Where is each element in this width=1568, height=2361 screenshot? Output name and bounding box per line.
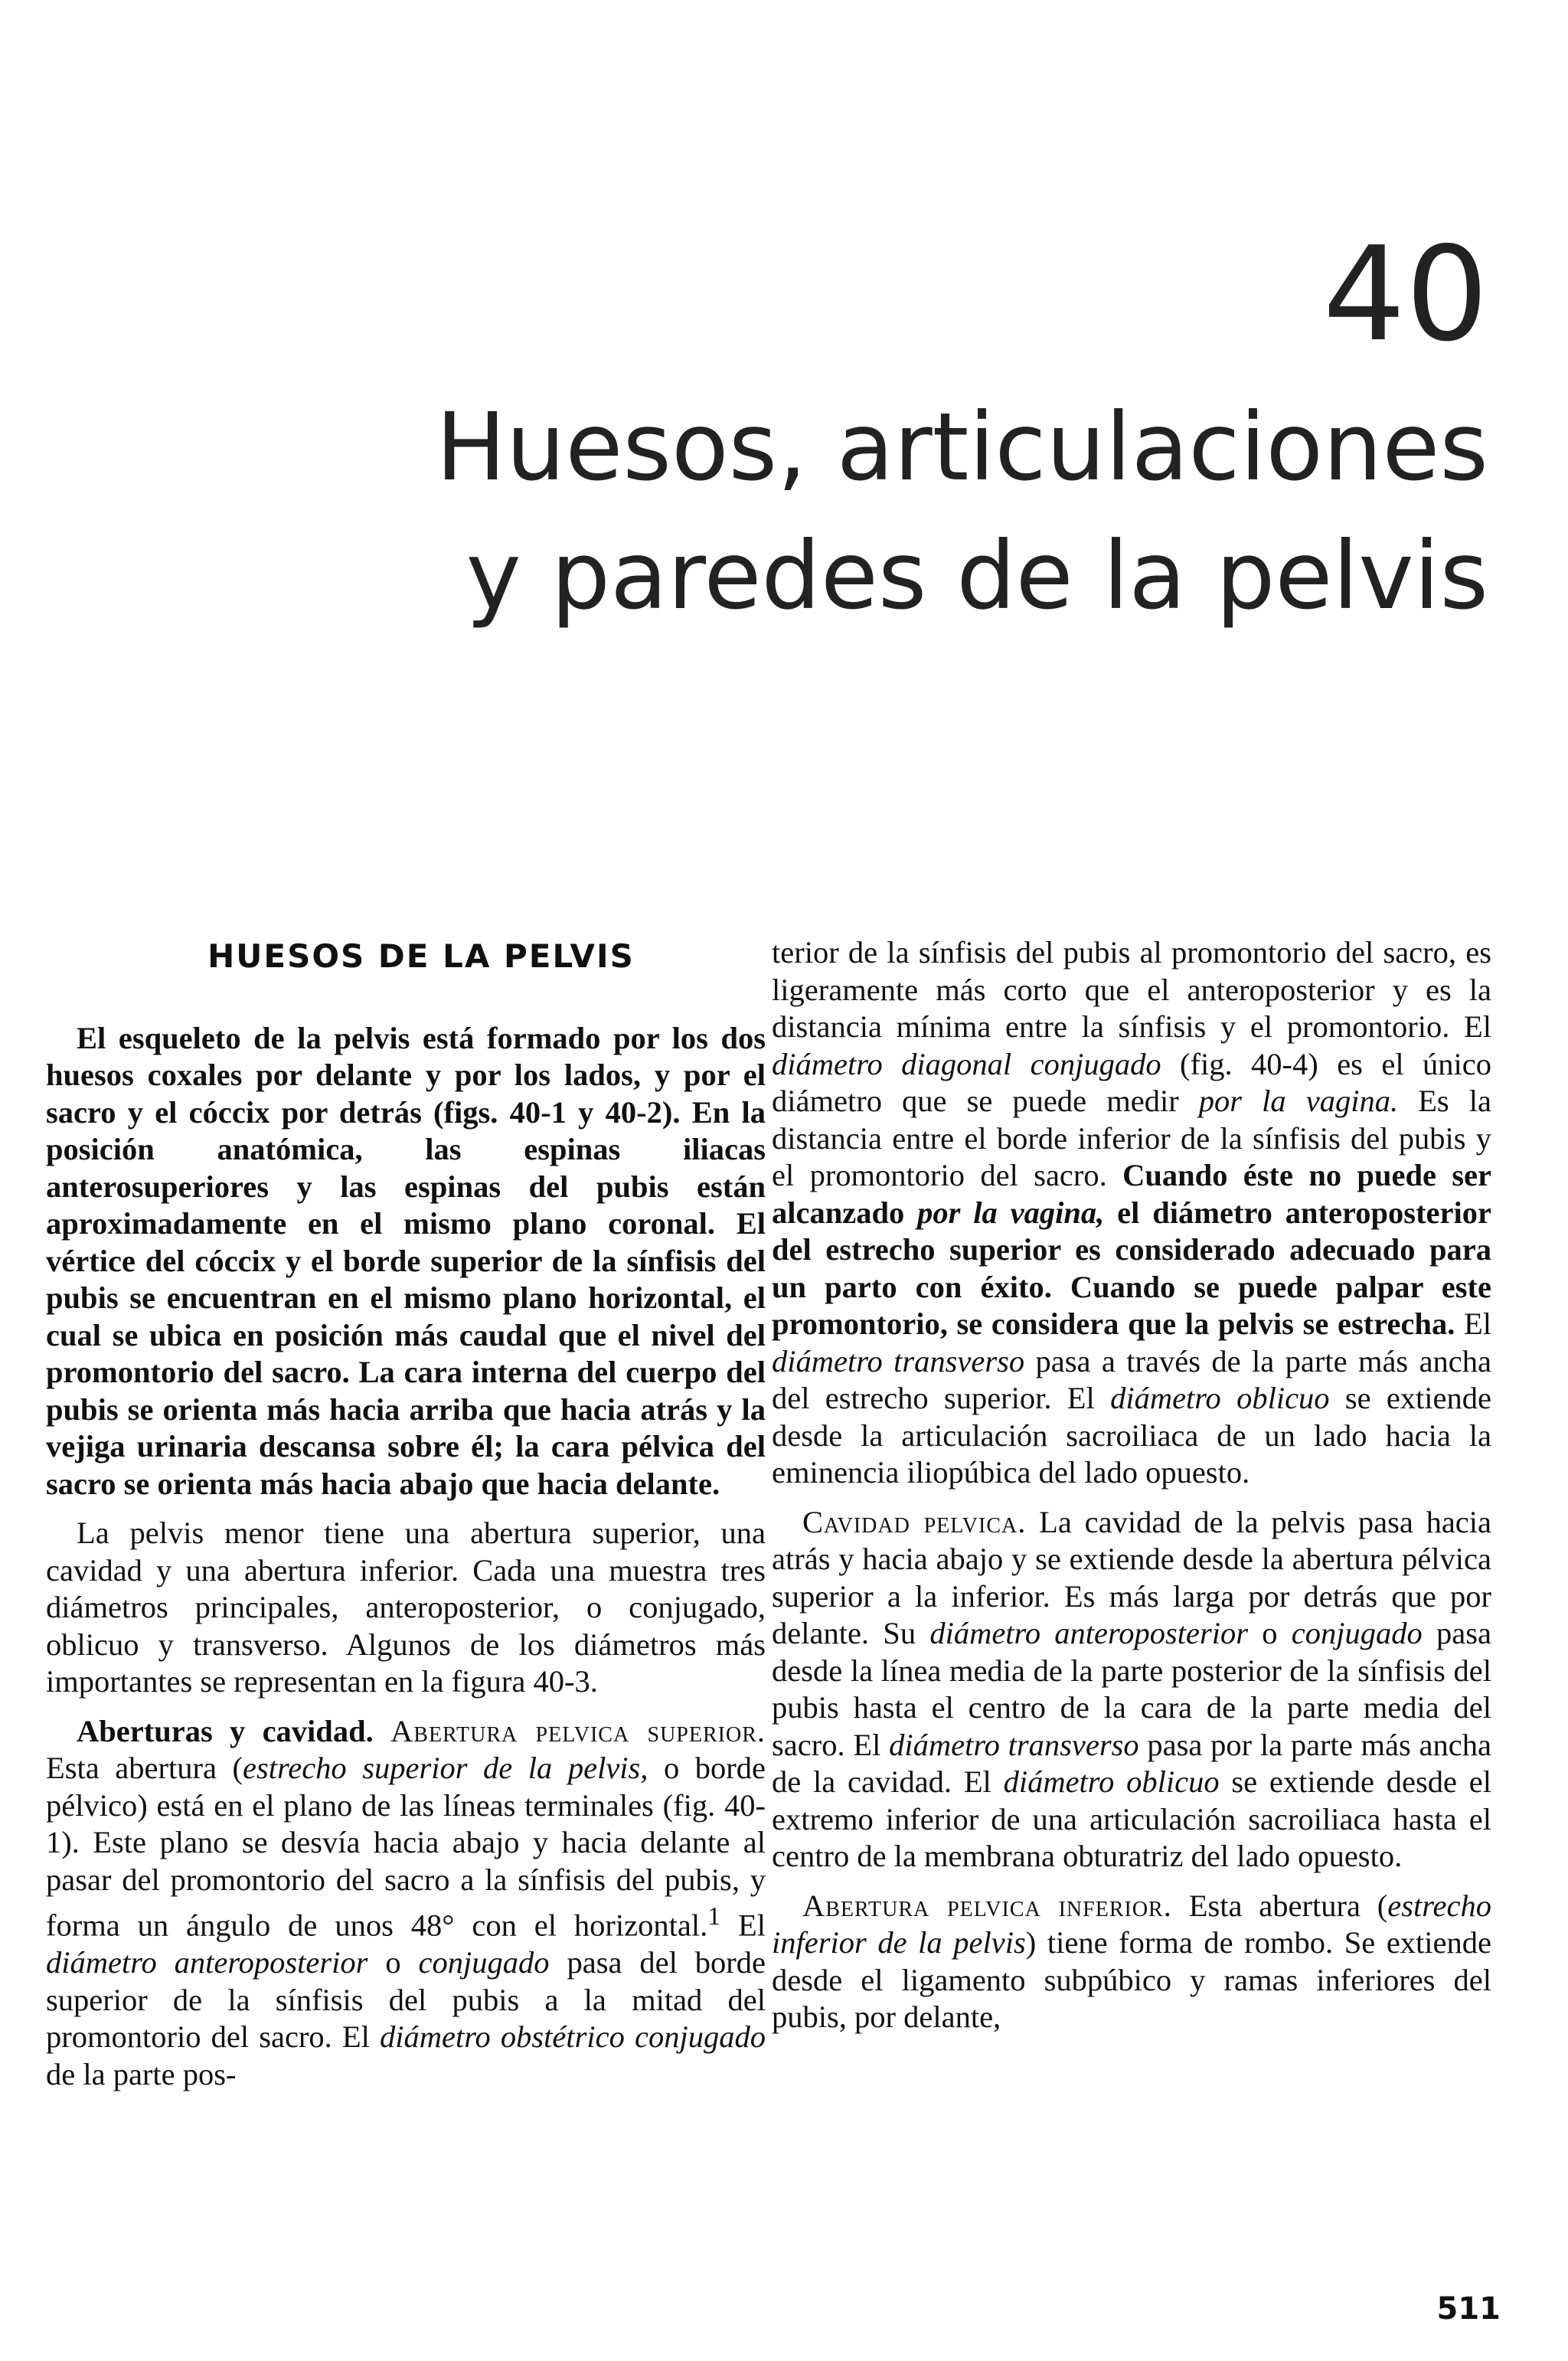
text: ) tiene forma de rombo. Se extiende desde el ligamento subpúbico y ramas inferiores del pubis, por delante, [772, 1925, 1491, 2034]
text: pasa del borde superior de la sínfisis del pubis a la mitad del promontorio del sacro. El [46, 1945, 766, 2054]
text: de la parte pos- [46, 2056, 237, 2091]
text: o [1248, 1616, 1292, 1650]
right-column [772, 934, 1491, 2036]
text: pasa desde la línea media de la parte posterior de la sínfisis del pubis hasta el centro de la cara de la parte media del sacro. El [772, 1616, 1491, 1762]
text: o borde pélvico) está en el plano de las líneas terminales (fig. 40-1). Este plano se desvía hacia abajo y hacia delante al pasar del promontorio del sacro a la sínfisis del pubis, y forma un ángulo de unos 48° con el horizontal. [46, 1751, 766, 1943]
italic-term: diámetro diagonal conjugado [772, 1046, 1161, 1081]
bold-text: el diámetro anteroposterior del estrecho superior es considerado adecuado para un parto con éxito. Cuando se puede palpar este promontorio, se considera que la pelvis se estrecha. [772, 1195, 1491, 1341]
chapter-number: 40 [1322, 219, 1488, 371]
text: terior de la sínfisis del pubis al promontorio del sacro, es ligeramente más corto que el anteroposterior y es la distancia mínima entre la sínfisis y el promontorio. El [772, 935, 1491, 1044]
bold-italic-text: por la vagina, [917, 1195, 1105, 1230]
italic-term: estrecho inferior de la pelvis [772, 1888, 1491, 1960]
italic-term: diámetro anteroposterior [929, 1616, 1249, 1650]
chapter-title-line-2: y paredes de la pelvis [466, 522, 1488, 630]
paragraph-abertura-inferior [772, 1888, 1491, 2036]
left-column [46, 938, 766, 2093]
text: Es la distancia entre el borde inferior de la sínfisis del pubis y el promontorio del sacro. [772, 1084, 1491, 1192]
italic-term: diámetro anteroposterior [46, 1945, 368, 1980]
italic-term: conjugado [418, 1945, 550, 1980]
text: se extiende desde el extremo inferior de una articulación sacroiliaca hasta el centro de la membrana obturatriz del lado opuesto. [772, 1764, 1492, 1873]
label-cavidad-pelvica: Cavidad pelvica. [802, 1504, 1027, 1539]
text: Esta abertura ( [1171, 1888, 1388, 1923]
bold-text: Cuando éste no puede ser alcanzado [772, 1158, 1492, 1230]
chapter-title-line-1: Huesos, articulaciones [436, 393, 1488, 502]
italic-term: diámetro oblicuo [1110, 1381, 1330, 1415]
text: La cavidad de la pelvis pasa hacia atrás y hacia abajo y se extiende desde la abertura pélvica superior a la inferior. Es más larga por detrás que por delante. Su [772, 1504, 1492, 1650]
chapter-title [340, 383, 1488, 640]
paragraph-diametros-superior [772, 934, 1491, 1492]
paragraph-cavidad-pelvica [772, 1504, 1491, 1875]
italic-term: conjugado [1291, 1616, 1423, 1650]
paragraph-pelvis-skeleton-text: El esqueleto de la pelvis está formado por los dos huesos coxales por delante y por los lados, y por el sacro y el cóccix por detrás (figs. 40-1 y 40-2). En la posición anatómica, las espinas iliacas anterosuperiores y las espinas del pubis están aproximadamente en el mismo plano coronal. El vértice del cóccix y el borde superior de la sínfisis del pubis se encuentran en el mismo plano horizontal, el cual se ubica en posición más caudal que el nivel del promontorio del sacro. La cara interna del cuerpo del pubis se orienta más hacia arriba que hacia atrás y la vejiga urinaria descansa sobre él; la cara pélvica del sacro se orienta más hacia abajo que hacia delante. [46, 1020, 766, 1501]
text: El [720, 1908, 766, 1943]
footnote-ref: 1 [707, 1902, 721, 1931]
bold-italic-term [917, 1195, 1104, 1230]
label-abertura-inferior: Abertura pelvica inferior. [802, 1888, 1172, 1923]
section-heading: HUESOS DE LA PELVIS [207, 937, 635, 975]
italic-term: diámetro transverso [889, 1727, 1139, 1762]
italic-term: estrecho superior de la pelvis, [242, 1751, 648, 1785]
label-abertura-superior: Abertura pelvica superior. [390, 1713, 766, 1748]
italic-term: diámetro oblicuo [1003, 1764, 1220, 1799]
text: (fig. 40-4) es el único diámetro que se puede medir [772, 1046, 1491, 1118]
paragraph-pelvis-skeleton [46, 1020, 766, 1503]
page-number: 511 [1436, 2291, 1501, 2327]
subheading-aberturas-cavidad: Aberturas y cavidad. [77, 1713, 374, 1748]
text: pasa a través de la parte más ancha del estrecho superior. El [772, 1343, 1492, 1415]
text: El [1455, 1306, 1491, 1341]
text: Esta abertura ( [46, 1751, 243, 1785]
italic-term: diámetro obstétrico conjugado [380, 2019, 766, 2054]
text: se extiende desde la articulación sacroiliaca de un lado hacia la eminencia iliopúbica del lado opuesto. [772, 1381, 1491, 1490]
text: o [368, 1945, 419, 1980]
italic-term: por la vagina. [1198, 1084, 1399, 1118]
italic-term: diámetro transverso [772, 1343, 1025, 1378]
text: pasa por la parte más ancha de la cavidad. El [772, 1727, 1491, 1799]
paragraph-abertura-superior [46, 1713, 766, 2094]
paragraph-pelvis-menor: La pelvis menor tiene una abertura superior, una cavidad y una abertura inferior. Cada una muestra tres diámetros principales, anteroposterior, o conjugado, oblicuo y transverso. Algunos de los diámetros más importantes se representan en la figura 40-3. [46, 1516, 766, 1699]
